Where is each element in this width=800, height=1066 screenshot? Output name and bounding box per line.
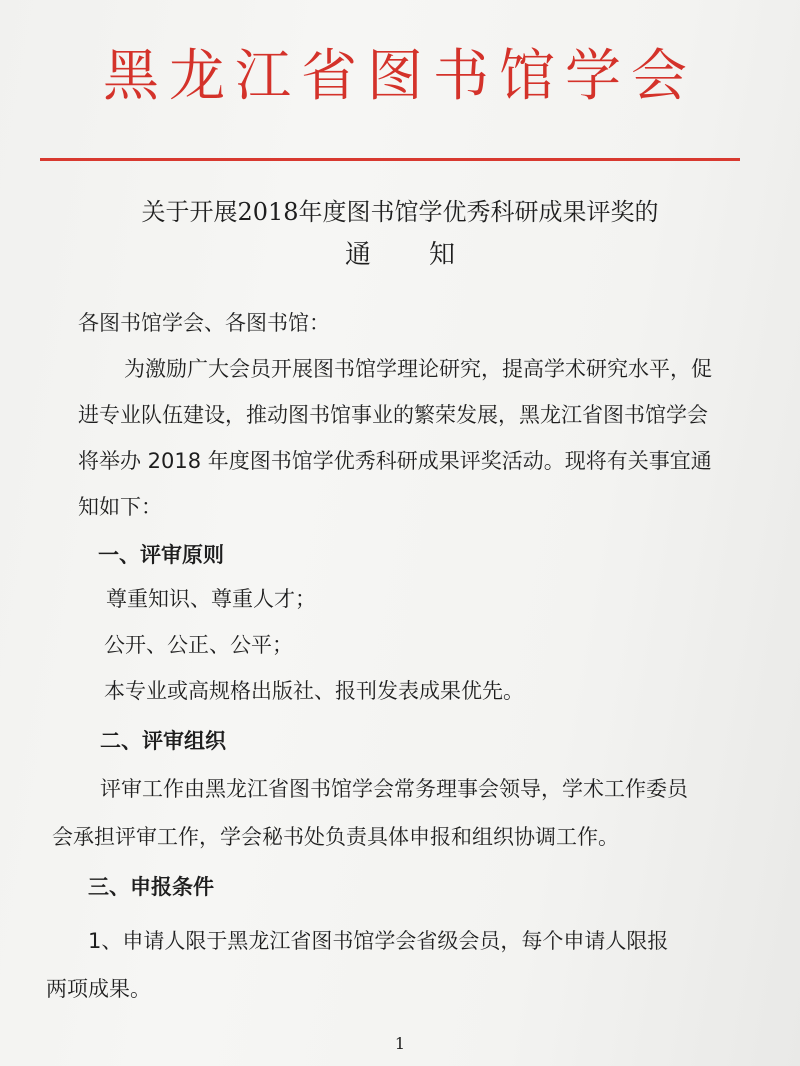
salutation: 各图书馆学会、各图书馆： (78, 311, 330, 335)
section-line: 两项成果。 (46, 977, 151, 1001)
section-line: 公开、公正、公平； (104, 633, 293, 657)
section-heading-principles: 一、评审原则 (98, 543, 224, 567)
page-number: 1 (394, 1034, 406, 1053)
section-heading-organization: 二、评审组织 (100, 729, 226, 753)
notice-title: 关于开展2018年度图书馆学优秀科研成果评奖的 (141, 198, 659, 226)
intro-line: 进专业队伍建设，推动图书馆事业的繁荣发展，黑龙江省图书馆学会 (78, 403, 708, 427)
section-heading-conditions: 三、申报条件 (88, 875, 214, 899)
section-line: 本专业或高规格出版社、报刊发表成果优先。 (104, 679, 524, 703)
letterhead-red-rule (40, 158, 740, 161)
notice-subtitle: 通知 (344, 240, 513, 270)
section-line: 评审工作由黑龙江省图书馆学会常务理事会领导，学术工作委员 (100, 777, 688, 801)
section-line: 1、申请人限于黑龙江省图书馆学会省级会员，每个申请人限报 (88, 929, 669, 953)
letterhead-title: 黑龙江省图书馆学会 (103, 44, 697, 109)
intro-line: 将举办 2018 年度图书馆学优秀科研成果评奖活动。现将有关事宜通 (78, 449, 712, 473)
intro-line: 为激励广大会员开展图书馆学理论研究，提高学术研究水平，促 (124, 357, 712, 381)
intro-line: 知如下： (78, 495, 162, 519)
section-line: 会承担评审工作，学会秘书处负责具体申报和组织协调工作。 (52, 825, 619, 849)
section-line: 尊重知识、尊重人才； (106, 587, 316, 611)
